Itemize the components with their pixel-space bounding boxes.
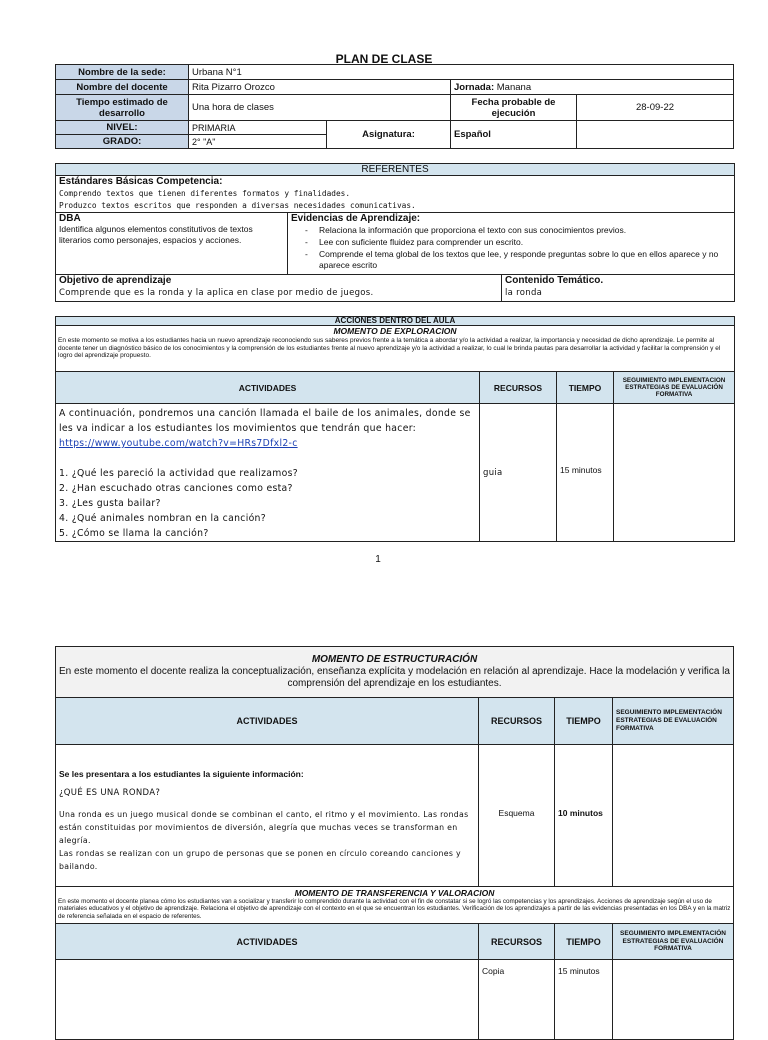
asignatura-blank	[577, 121, 734, 149]
estructuracion-actividades	[56, 745, 479, 887]
estr-col-seguimiento: SEGUIMIENTO IMPLEMENTACIÓN ESTRATEGIAS DE EVALUACIÓN FORMATIVA	[613, 698, 734, 745]
transferencia-tiempo: 15 minutos	[555, 960, 613, 1040]
transferencia-title: MOMENTO DE TRANSFERENCIA Y VALORACION	[294, 888, 495, 898]
question-1: 1. ¿Qué les pareció la actividad que realizamos?	[59, 468, 298, 479]
exploracion-tiempo: 15 minutos	[557, 404, 614, 542]
estructuracion-desc: En este momento el docente realiza la conceptualización, enseñanza explícita y modelación en relación al aprendizaje. Hace la modelación y verifica la comprensión del aprendizaje en los estudiantes.	[59, 666, 730, 689]
exploracion-seguimiento	[614, 404, 735, 542]
estructuracion-seguimiento	[613, 745, 734, 887]
estructuracion-para2: Las rondas se realizan con un grupo de personas que se ponen en círculo coreando canciones y bailando.	[59, 849, 461, 871]
transferencia-desc: En este momento el docente planea cómo los estudiantes van a socializar y transferir lo comprendido durante la actividad con el fin de constatar si se logró las competencias y los aprendizajes. Acciones de aprendizaje según el uso de materiales educativos y el objetivo de aprendizaje. Relaciona el objetivo de aprendizaje con el contexto en el que se encuentran los estudiantes. Verificación de los aprendizajes a partir de las evidencias presentadas en los DBA y en la matriz de referencia señalada en el espacio de referentes.	[58, 898, 731, 920]
youtube-link[interactable]: https://www.youtube.com/watch?v=HRs7Dfxl2-c	[59, 438, 298, 449]
nivel-label: NIVEL:	[56, 121, 189, 135]
exploracion-desc: En este momento se motiva a los estudiantes hacia un nuevo aprendizaje reconociendo sus saberes previos frente a la temática a abordar y/o la actividad a realizar, la importancia y necesidad de dicho aprendizaje. Le permite al docente tener un diagnóstico básico de los conocimientos y la comprensión de los estudiantes frente al nuevo aprendizaje y/o la actividad a realizar, lo cual le brinda pautas para desarrollar la actividad y facilitar la comprensión y el logro del aprendizaje propuesto.	[58, 337, 721, 359]
referentes-table	[55, 163, 735, 302]
contenido-cell	[502, 275, 735, 302]
estr-col-recursos: RECURSOS	[479, 698, 555, 745]
evidencia-1: - Relaciona la información que proporciona el texto con sus conocimientos previos.	[291, 225, 731, 236]
estandares-label: Estándares Básicas Competencia:	[59, 176, 223, 187]
dba-label: DBA	[59, 213, 81, 224]
tv-col-actividades: ACTIVIDADES	[56, 924, 479, 960]
fecha-value: 28-09-22	[577, 95, 734, 121]
referentes-header: REFERENTES	[56, 164, 735, 176]
estructuracion-intro: Se les presentara a los estudiantes la siguiente información:	[59, 769, 304, 779]
tv-col-tiempo: TIEMPO	[555, 924, 613, 960]
col-recursos: RECURSOS	[480, 372, 557, 404]
tiempo-label: Tiempo estimado de desarrollo	[56, 95, 189, 121]
grado-label: GRADO:	[56, 135, 189, 149]
dba-cell	[56, 213, 288, 275]
evidencia-2: - Lee con suficiente fluidez para comprender un escrito.	[291, 237, 731, 248]
estructuracion-question: ¿QUÉ ES UNA RONDA?	[59, 788, 161, 798]
info-table	[55, 64, 734, 149]
question-3: 3. ¿Les gusta bailar?	[59, 498, 161, 509]
jornada-label: Jornada:	[454, 81, 495, 93]
exploracion-cell	[56, 326, 735, 372]
asignatura-label: Asignatura:	[327, 121, 451, 149]
asignatura-value: Español	[451, 121, 577, 149]
grado-value: 2° "A"	[189, 135, 327, 149]
objetivo-cell	[56, 275, 502, 302]
tv-col-recursos: RECURSOS	[479, 924, 555, 960]
dba-text: Identifica algunos elementos constitutivos de textos literarios como personajes, espacios y acciones.	[59, 224, 253, 245]
objetivo-text: Comprende que es la ronda y la aplica en clase por medio de juegos.	[59, 288, 374, 298]
transferencia-actividades	[56, 960, 479, 1040]
exploracion-table	[55, 316, 735, 542]
exploracion-actividades	[56, 404, 480, 542]
page-number: 1	[375, 554, 381, 565]
objetivo-label: Objetivo de aprendizaje	[59, 275, 172, 286]
estandares-cell	[56, 176, 735, 213]
estandar-1: Comprendo textos que tienen diferentes formatos y finalidades.	[59, 189, 351, 198]
jornada-cell	[451, 80, 734, 95]
exploracion-recurso: guia	[480, 404, 557, 542]
evidencia-3: - Comprende el tema global de los textos que lee, y responde preguntas sobre lo que en ellos aparece y no aparece escrito	[291, 249, 731, 271]
estructuracion-tiempo: 10 minutos	[555, 745, 613, 887]
page-title: PLAN DE CLASE	[335, 52, 433, 66]
col-seguimiento: SEGUIMIENTO IMPLEMENTACION ESTRATEGIAS DE EVALUACIÓN FORMATIVA	[614, 372, 735, 404]
question-4: 4. ¿Qué animales nombran en la canción?	[59, 513, 266, 524]
fecha-label: Fecha probable de ejecución	[451, 95, 577, 121]
jornada-value: Manana	[496, 81, 532, 93]
transferencia-recurso: Copia	[479, 960, 555, 1040]
estr-col-tiempo: TIEMPO	[555, 698, 613, 745]
acciones-header: ACCIONES DENTRO DEL AULA	[56, 317, 735, 326]
nivel-value: PRIMARIA	[189, 121, 327, 135]
question-2: 2. ¿Han escuchado otras canciones como esta?	[59, 483, 293, 494]
estructuracion-table	[55, 646, 734, 1040]
exploracion-title: MOMENTO DE EXPLORACION	[333, 326, 457, 336]
sede-value: Urbana N°1	[189, 65, 734, 80]
contenido-label: Contenido Temático.	[505, 275, 604, 286]
docente-label: Nombre del docente	[56, 80, 189, 95]
estandar-2: Produzco textos escritos que responden a diversas necesidades comunicativas.	[59, 201, 416, 210]
estructuracion-recurso: Esquema	[479, 745, 555, 887]
estructuracion-cell	[56, 647, 734, 698]
exploracion-intro: A continuación, pondremos una canción llamada el baile de los animales, donde se les va indicar a los estudiantes los movimientos que tendrán que hacer:	[59, 408, 471, 434]
tv-col-seguimiento: SEGUIMIENTO IMPLEMENTACIÓN ESTRATEGIAS DE EVALUACIÓN FORMATIVA	[613, 924, 734, 960]
estructuracion-title: MOMENTO DE ESTRUCTURACIÓN	[311, 654, 478, 665]
estructuracion-para1: Una ronda es un juego musical donde se combinan el canto, el ritmo y el movimiento. Las rondas están constituidas por movimientos de diversión, alegría que muchas veces se transforman en alegría.	[59, 810, 469, 845]
evidencias-label: Evidencias de Aprendizaje:	[291, 213, 421, 224]
estr-col-actividades: ACTIVIDADES	[56, 698, 479, 745]
col-actividades: ACTIVIDADES	[56, 372, 480, 404]
evidencias-cell	[288, 213, 735, 275]
transferencia-cell	[56, 887, 734, 924]
sede-label: Nombre de la sede:	[56, 65, 189, 80]
contenido-text: la ronda	[505, 288, 543, 298]
question-5: 5. ¿Cómo se llama la canción?	[59, 528, 209, 539]
docente-value: Rita Pizarro Orozco	[189, 80, 451, 95]
tiempo-value: Una hora de clases	[189, 95, 451, 121]
transferencia-seguimiento	[613, 960, 734, 1040]
col-tiempo: TIEMPO	[557, 372, 614, 404]
